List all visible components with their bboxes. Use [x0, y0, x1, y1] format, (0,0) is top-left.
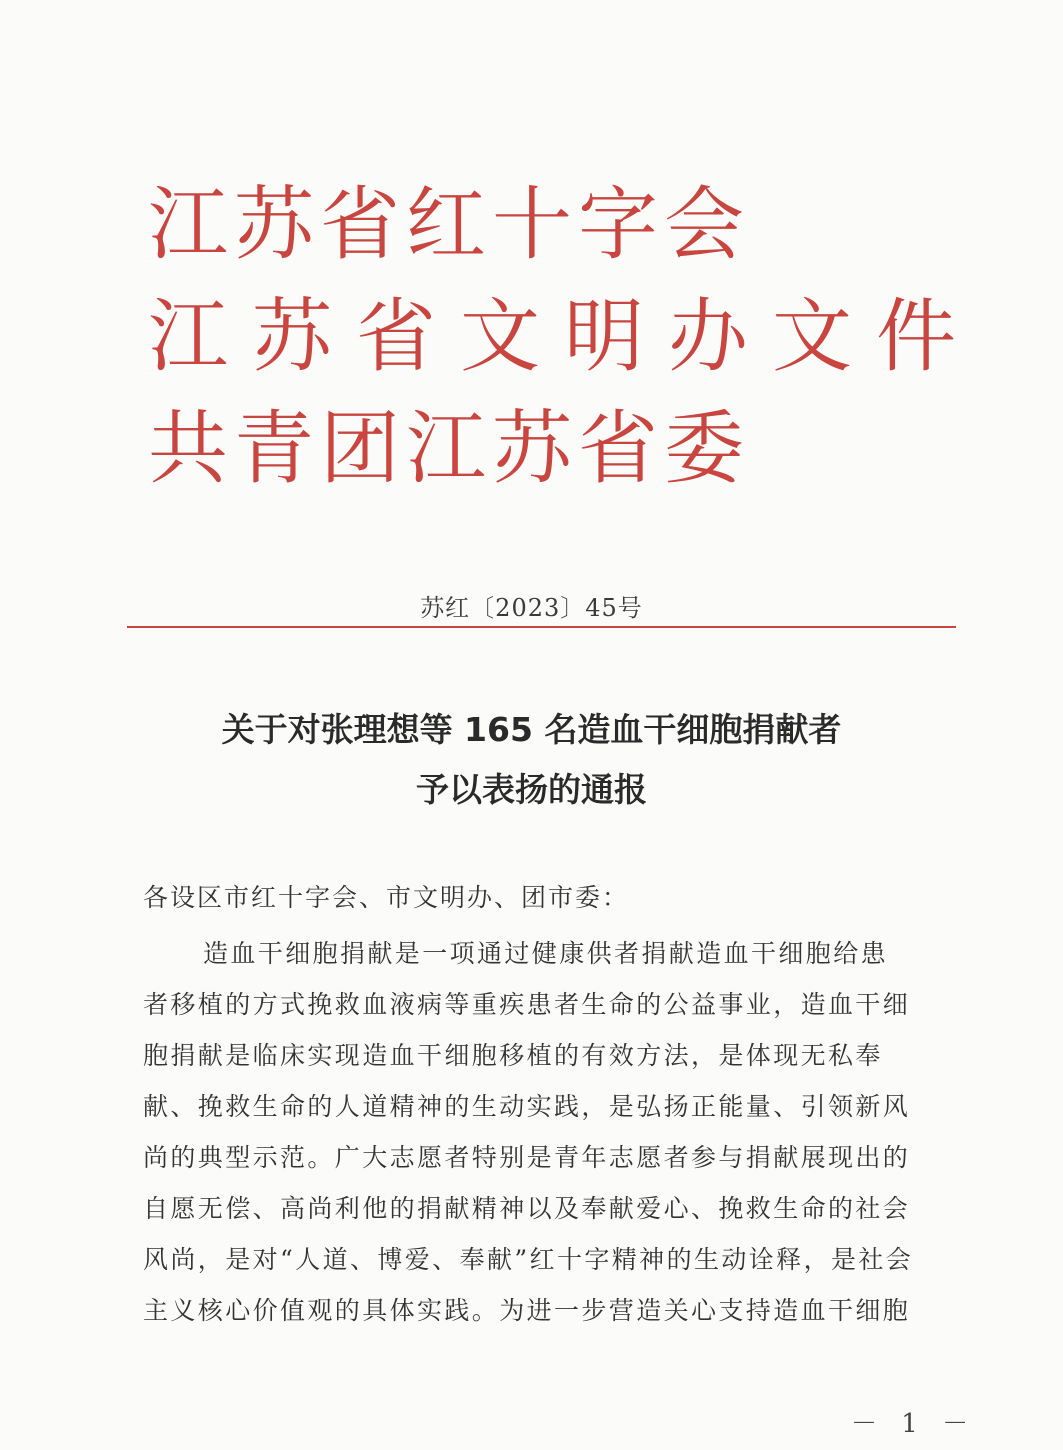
- issuer-line-youth-league: 共青团江苏省委: [148, 402, 750, 495]
- body-paragraph: [143, 928, 943, 1336]
- document-number: 苏红〔2023〕45号: [420, 594, 643, 622]
- body-line: 自愿无偿、高尚利他的捐献精神以及奉献爱心、挽救生命的社会: [143, 1194, 911, 1223]
- title-line-2: 予以表扬的通报: [416, 770, 647, 809]
- body-line: 主义核心价值观的具体实践。为进一步营造关心支持造血干细胞: [143, 1296, 911, 1325]
- body-line: 风尚，是对“人道、博爱、奉献”红十字精神的生动诠释，是社会: [143, 1245, 914, 1274]
- issuer-header: [148, 178, 1028, 521]
- body-line: 胞捐献是临床实现造血干细胞移植的有效方法，是体现无私奉: [143, 1041, 883, 1070]
- page-number: － 1 －: [851, 1409, 977, 1439]
- document-title: [0, 700, 1063, 820]
- body-line: 者移植的方式挽救血液病等重疾患者生命的公益事业，造血干细: [143, 990, 911, 1019]
- body-line: 献、挽救生命的人道精神的生动实践，是弘扬正能量、引领新风: [143, 1092, 911, 1121]
- title-line-1: 关于对张理想等 165 名造血干细胞捐献者: [221, 710, 842, 749]
- salutation: 各设区市红十字会、市文明办、团市委：: [143, 883, 630, 912]
- issuer-line-civilization-office: 江苏省文明办文件: [148, 290, 980, 383]
- red-divider-line: [127, 626, 956, 628]
- body-line: 尚的典型示范。广大志愿者特别是青年志愿者参与捐献展现出的: [143, 1143, 911, 1172]
- issuer-line-red-cross: 江苏省红十字会: [148, 178, 750, 271]
- body-line: 造血干细胞捐献是一项通过健康供者捐献造血干细胞给患: [203, 939, 889, 968]
